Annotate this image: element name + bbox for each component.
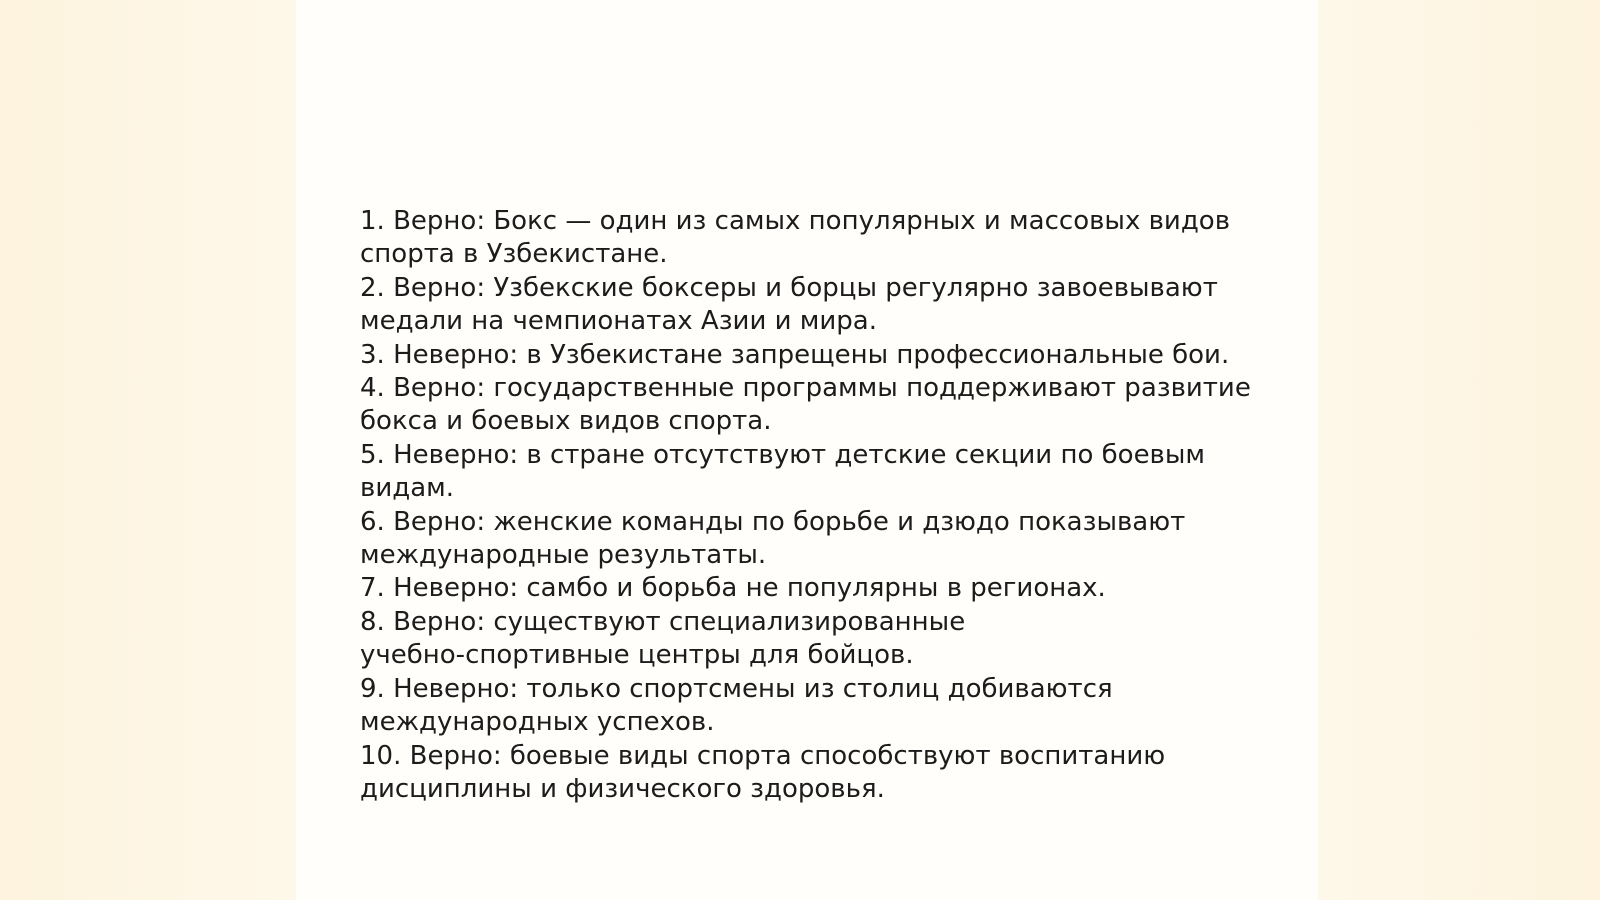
left-background-panel: [0, 0, 296, 900]
answer-list: [360, 205, 1260, 806]
answer-item-7: 7. Неверно: самбо и борьба не популярны в регионах.: [360, 573, 1106, 604]
slide-page: [296, 0, 1318, 900]
answer-item-1: 1. Верно: Бокс — один из самых популярных и массовых видов спорта в Узбекистане.: [360, 206, 1231, 270]
answer-item-2: 2. Верно: Узбекские боксеры и борцы регулярно завоевывают медали на чемпионатах Азии и мира.: [360, 272, 1218, 337]
answer-item-4: 4. Верно: государственные программы поддерживают развитие бокса и боевых видов спорта.: [360, 373, 1251, 437]
answer-item-9: 9. Неверно: только спортсмены из столиц добиваются международных успехов.: [360, 673, 1113, 738]
answer-item-3: 3. Неверно: в Узбекистане запрещены профессиональные бои.: [360, 339, 1230, 370]
right-background-panel: [1318, 0, 1600, 900]
answer-item-8: 8. Верно: существуют специализированные учебно-спортивные центры для бойцов.: [360, 606, 966, 671]
answer-item-10: 10. Верно: боевые виды спорта способствуют воспитанию дисциплины и физического здоровья.: [360, 740, 1166, 804]
answer-item-5: 5. Неверно: в стране отсутствуют детские секции по боевым видам.: [360, 439, 1206, 504]
answer-item-6: 6. Верно: женские команды по борьбе и дзюдо показывают международные результаты.: [360, 506, 1186, 571]
